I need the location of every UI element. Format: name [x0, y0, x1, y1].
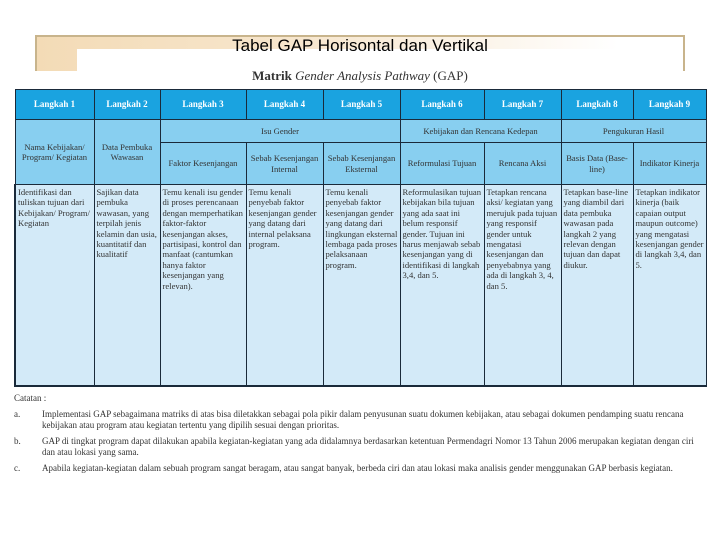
header-basis-data: Basis Data (Base-line) [561, 143, 633, 185]
step-header-1: Langkah 1 [15, 90, 94, 120]
cell-langkah-3: Temu kenali isu gender di proses perencanaan dengan memperhatikan faktor-faktor kesenjangan akses, partisipasi, kontrol dan manfaat (cantumkan hanya faktor kesenjangan yang relevan). [160, 185, 246, 387]
step-header-row [15, 90, 706, 120]
header-sebab-internal: Sebab Kesenjangan Internal [246, 143, 323, 185]
gap-matrix-table [14, 89, 707, 387]
step-header-6: Langkah 6 [400, 90, 484, 120]
header-isu-gender: Isu Gender [160, 120, 400, 143]
header-pengukuran-hasil: Pengukuran Hasil [561, 120, 706, 143]
notes-section [14, 393, 704, 478]
header-data-pembuka: Data Pembuka Wawasan [94, 120, 160, 185]
note-marker: c. [14, 462, 21, 473]
table-row [15, 185, 706, 387]
matrix-title-suffix: (GAP) [433, 68, 468, 83]
notes-label: Catatan : [14, 393, 47, 403]
step-header-4: Langkah 4 [246, 90, 323, 120]
matrix-title-bold: Matrik [252, 68, 292, 83]
cell-langkah-6: Reformulasikan tujuan kebijakan bila tujuan yang ada saat ini belum responsif gender. Tujuan ini harus menjawab sebab kesenjangan yang di identifikasi di langkah 3,4, dan 5. [400, 185, 484, 387]
cell-langkah-7: Tetapkan rencana aksi/ kegiatan yang merujuk pada tujuan yang responsif gender untuk mengatasi kesenjangan dan penyebabnya yang ada di langkah 3, 4, dan 5. [484, 185, 561, 387]
note-marker: b. [14, 435, 21, 446]
note-text: Implementasi GAP sebagaimana matriks di atas bisa diletakkan sebagai pola pikir dalam penyusunan suatu dokumen kebijakan, atau sebagai dokumen pendamping suatu rencana kebijakan atau program atau kegiatan tertentu yang dipilih sesuai dengan prioritas. [42, 408, 684, 430]
slide-title: Tabel GAP Horisontal dan Vertikal [232, 36, 488, 55]
header-rencana-aksi: Rencana Aksi [484, 143, 561, 185]
step-header-5: Langkah 5 [323, 90, 400, 120]
header-nama-kebijakan: Nama Kebijakan/ Program/ Kegiatan [15, 120, 94, 185]
note-marker: a. [14, 408, 21, 419]
note-item [14, 409, 704, 432]
note-text: GAP di tingkat program dapat dilakukan apabila kegiatan-kegiatan yang ada didalamnya berdasarkan ketentuan Permendagri Nomor 13 Tahun 2006 merupakan kegiatan dengan ciri dan atau lokasi yang sama. [42, 435, 694, 457]
cell-langkah-4: Temu kenali penyebab faktor kesenjangan gender yang datang dari internal pelaksana program. [246, 185, 323, 387]
note-item [14, 436, 704, 459]
matrix-title [0, 68, 720, 84]
cell-langkah-9: Tetapkan indikator kinerja (baik capaian output maupun outcome) yang mengatasi kesenjangan gender di langkah 3,4, dan 5. [633, 185, 706, 387]
step-header-3: Langkah 3 [160, 90, 246, 120]
header-kebijakan-rencana: Kebijakan dan Rencana Kedepan [400, 120, 561, 143]
step-header-9: Langkah 9 [633, 90, 706, 120]
note-item [14, 463, 704, 475]
step-header-7: Langkah 7 [484, 90, 561, 120]
header-reformulasi-tujuan: Reformulasi Tujuan [400, 143, 484, 185]
note-text: Apabila kegiatan-kegiatan dalam sebuah program sangat beragam, atau sangat banyak, berbeda ciri dan atau lokasi maka analisis gender menggunakan GAP berbasis kegiatan. [42, 462, 673, 473]
step-header-8: Langkah 8 [561, 90, 633, 120]
header-sebab-eksternal: Sebab Kesenjangan Eksternal [323, 143, 400, 185]
matrix-title-italic: Gender Analysis Pathway [295, 68, 430, 83]
group-header-row [15, 120, 706, 143]
cell-langkah-2: Sajikan data pembuka wawasan, yang terpilah jenis kelamin dan usia, kuantitatif dan kualitatif [94, 185, 160, 387]
cell-langkah-8: Tetapkan base-line yang diambil dari data pembuka wawasan pada langkah 2 yang relevan dengan tujuan dan dapat diukur. [561, 185, 633, 387]
cell-langkah-1: Identifikasi dan tuliskan tujuan dari Kebijakan/ Program/ Kegiatan [15, 185, 94, 387]
header-faktor-kesenjangan: Faktor Kesenjangan [160, 143, 246, 185]
cell-langkah-5: Temu kenali penyebab faktor kesenjangan gender yang datang dari lingkungan eksternal lembaga pada proses pelaksanaan program. [323, 185, 400, 387]
header-indikator-kinerja: Indikator Kinerja [633, 143, 706, 185]
step-header-2: Langkah 2 [94, 90, 160, 120]
